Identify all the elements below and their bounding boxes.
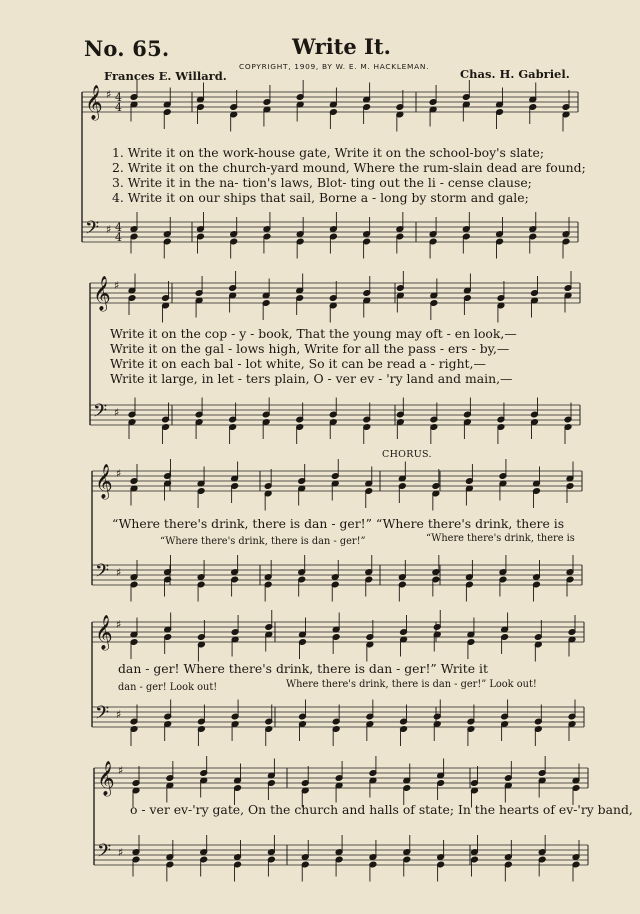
hymn-number: No. 65. [84, 36, 170, 61]
svg-text:𝄞: 𝄞 [93, 276, 111, 311]
verse-2-line-2: Write it on the gal - lows high, Write for all the pass - ers - by,— [110, 341, 510, 356]
svg-text:4: 4 [115, 221, 122, 234]
svg-text:♯: ♯ [114, 279, 120, 292]
svg-text:𝄢: 𝄢 [93, 401, 108, 426]
chorus-line-3: o - ver ev-'ry gate, On the church and halls of state; In the hearts of ev-'ry band, [130, 802, 633, 817]
svg-text:♯: ♯ [116, 618, 122, 631]
svg-text:𝄞: 𝄞 [85, 85, 103, 120]
svg-text:♯: ♯ [116, 566, 122, 579]
svg-text:𝄢: 𝄢 [95, 703, 110, 728]
svg-text:♯: ♯ [114, 406, 120, 419]
svg-text:♯: ♯ [116, 708, 122, 721]
svg-text:♯: ♯ [118, 764, 124, 777]
svg-text:𝄞: 𝄞 [95, 464, 113, 499]
chorus-alto-line-1a: “Where there's drink, there is dan - ger!” [160, 536, 366, 547]
verse-2-line-1: 2. Write it on the church-yard mound, Where the rum-slain dead are found; [112, 160, 586, 175]
svg-text:♯: ♯ [116, 467, 122, 480]
svg-text:𝄢: 𝄢 [95, 561, 110, 586]
verse-4-line-1: 4. Write it on our ships that sail, Borne a - long by storm and gale; [112, 190, 529, 205]
svg-text:𝄞: 𝄞 [95, 615, 113, 650]
verse-3-line-1: 3. Write it in the na- tion's laws, Blot- ting out the li - cense clause; [112, 175, 532, 190]
hymn-title: Write It. [292, 34, 391, 59]
svg-text:4: 4 [115, 101, 122, 114]
music-composer: Chas. H. Gabriel. [460, 67, 570, 81]
chorus-alto-line-2b: Where there's drink, there is dan - ger!” Look out! [286, 679, 537, 690]
svg-text:𝄞: 𝄞 [97, 761, 115, 796]
svg-text:𝄢: 𝄢 [85, 218, 100, 243]
verse-3-line-2: Write it on each bal - lot white, So it can be read a - right,— [110, 356, 486, 371]
verse-1-line-2: Write it on the cop - y - book, That the young may oft - en look,— [110, 326, 517, 341]
chorus-alto-line-2a: dan - ger! Look out! [118, 682, 218, 693]
verse-1-line-1: 1. Write it on the work-house gate, Write it on the school-boy's slate; [112, 145, 545, 160]
svg-text:4: 4 [115, 231, 122, 244]
svg-text:4: 4 [115, 91, 122, 104]
svg-text:𝄢: 𝄢 [97, 841, 112, 866]
chorus-line-1: “Where there's drink, there is dan - ger!” “Where there's drink, there is [112, 516, 565, 531]
copyright-notice: COPYRIGHT, 1909, BY W. E. M. HACKLEMAN. [239, 62, 430, 71]
chorus-alto-line-1b: “Where there's drink, there is [426, 533, 575, 544]
verse-4-line-2: Write it large, in let - ters plain, O - ver ev - 'ry land and main,— [110, 371, 513, 386]
words-author: Frances E. Willard. [104, 69, 227, 83]
svg-text:♯: ♯ [106, 88, 112, 101]
chorus-label: CHORUS. [382, 449, 432, 460]
svg-text:♯: ♯ [118, 846, 124, 859]
chorus-line-2: dan - ger! Where there's drink, there is dan - ger!” Write it [118, 661, 488, 676]
svg-text:♯: ♯ [106, 223, 112, 236]
